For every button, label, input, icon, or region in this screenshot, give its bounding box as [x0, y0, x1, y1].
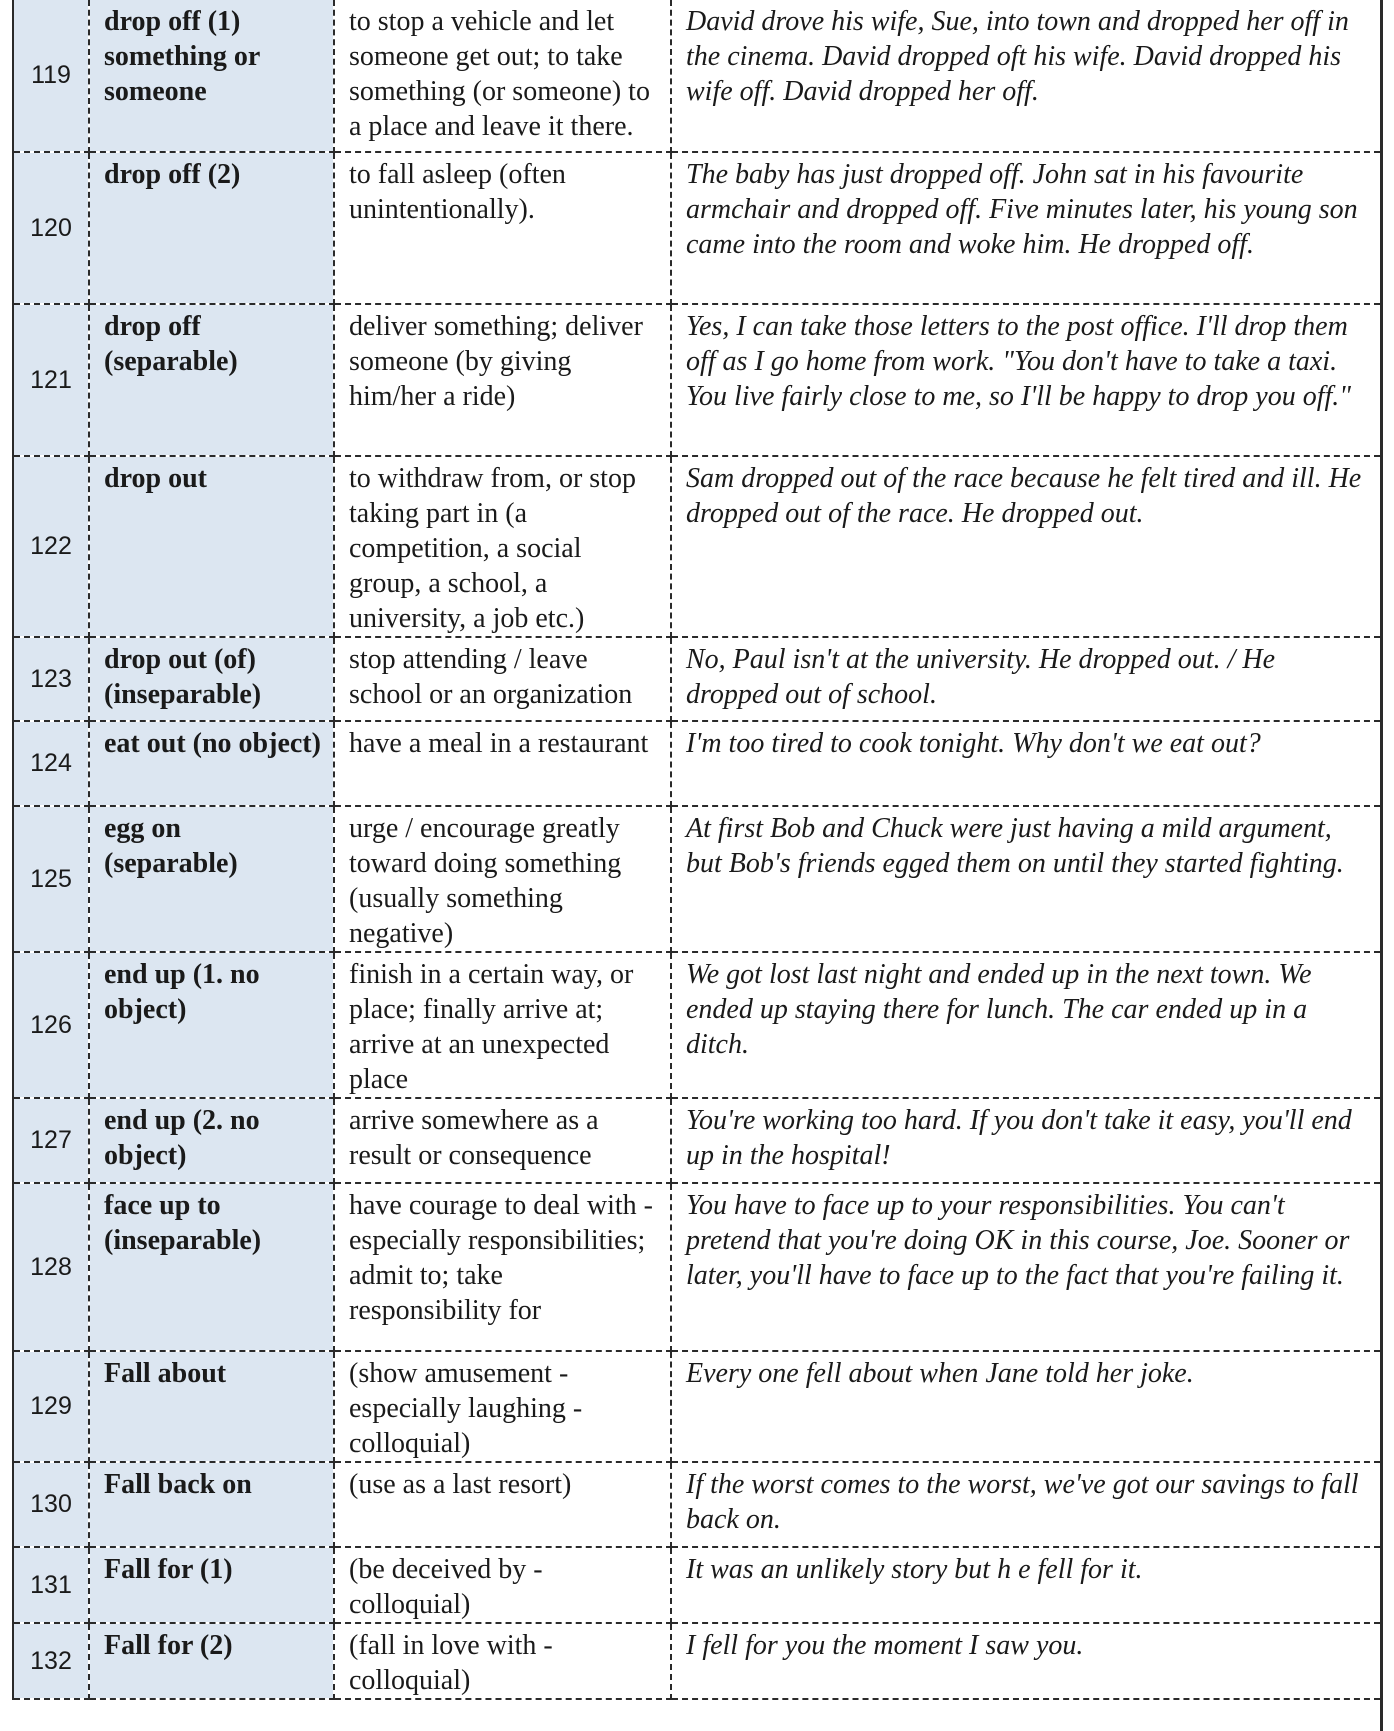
example: At first Bob and Chuck were just having a mild argument, but Bob's friends egged them on until they started fighting. — [671, 806, 1381, 952]
example: You're working too hard. If you don't take it easy, you'll end up in the hospital! — [671, 1098, 1381, 1183]
phrasal-verb: face up to (inseparable) — [89, 1183, 334, 1351]
phrasal-verb: drop off (separable) — [89, 304, 334, 456]
table-row — [13, 1547, 1381, 1623]
table-row — [13, 806, 1381, 952]
table-row — [13, 1462, 1381, 1547]
row-number: 120 — [13, 152, 89, 304]
row-number: 119 — [13, 0, 89, 152]
table-row — [13, 456, 1381, 637]
row-number: 126 — [13, 952, 89, 1098]
example: David drove his wife, Sue, into town and dropped her off in the cinema. David dropped oft his wife. David dropped his wife off. David dropped her off. — [671, 0, 1381, 152]
definition: (show amusement - especially laughing - colloquial) — [334, 1351, 671, 1462]
row-number: 127 — [13, 1098, 89, 1183]
definition: to withdraw from, or stop taking part in (a competition, a social group, a school, a university, a job etc.) — [334, 456, 671, 637]
definition: have courage to deal with - especially responsibilities; admit to; take responsibility for — [334, 1183, 671, 1351]
table-row — [13, 637, 1381, 721]
phrasal-verb: drop off (1) something or someone — [89, 0, 334, 152]
definition: to fall asleep (often unintentionally). — [334, 152, 671, 304]
phrasal-verb: drop off (2) — [89, 152, 334, 304]
phrasal-verb-table — [12, 0, 1382, 1700]
row-number: 121 — [13, 304, 89, 456]
row-number: 131 — [13, 1547, 89, 1623]
row-number: 132 — [13, 1623, 89, 1699]
row-number: 125 — [13, 806, 89, 952]
example: I fell for you the moment I saw you. — [671, 1623, 1381, 1699]
phrasal-verb: Fall about — [89, 1351, 334, 1462]
page-right-border — [1380, 0, 1383, 1731]
definition: (use as a last resort) — [334, 1462, 671, 1547]
table-row — [13, 0, 1381, 152]
phrasal-verb: drop out — [89, 456, 334, 637]
row-number: 130 — [13, 1462, 89, 1547]
row-number: 122 — [13, 456, 89, 637]
definition: stop attending / leave school or an organization — [334, 637, 671, 721]
example: It was an unlikely story but h e fell for it. — [671, 1547, 1381, 1623]
row-number: 123 — [13, 637, 89, 721]
table-row — [13, 721, 1381, 806]
phrasal-verb: Fall for (2) — [89, 1623, 334, 1699]
definition: have a meal in a restaurant — [334, 721, 671, 806]
definition: urge / encourage greatly toward doing something (usually something negative) — [334, 806, 671, 952]
example: We got lost last night and ended up in the next town. We ended up staying there for lunch. The car ended up in a ditch. — [671, 952, 1381, 1098]
phrasal-verb: egg on (separable) — [89, 806, 334, 952]
example: You have to face up to your responsibilities. You can't pretend that you're doing OK in this course, Joe. Sooner or later, you'll have to face up to the fact that you're failing it. — [671, 1183, 1381, 1351]
phrasal-verb: drop out (of) (inseparable) — [89, 637, 334, 721]
phrasal-verb: Fall back on — [89, 1462, 334, 1547]
phrasal-verb: Fall for (1) — [89, 1547, 334, 1623]
example: If the worst comes to the worst, we've got our savings to fall back on. — [671, 1462, 1381, 1547]
definition: (be deceived by - colloquial) — [334, 1547, 671, 1623]
table-row — [13, 1351, 1381, 1462]
table-row — [13, 152, 1381, 304]
row-number: 129 — [13, 1351, 89, 1462]
example: Yes, I can take those letters to the post office. I'll drop them off as I go home from work. "You don't have to take a taxi. You live fairly close to me, so I'll be happy to drop you off." — [671, 304, 1381, 456]
table-row — [13, 1098, 1381, 1183]
example: No, Paul isn't at the university. He dropped out. / He dropped out of school. — [671, 637, 1381, 721]
table-row — [13, 1183, 1381, 1351]
example: I'm too tired to cook tonight. Why don't we eat out? — [671, 721, 1381, 806]
definition: (fall in love with - colloquial) — [334, 1623, 671, 1699]
example: The baby has just dropped off. John sat in his favourite armchair and dropped off. Five minutes later, his young son came into the room and woke him. He dropped off. — [671, 152, 1381, 304]
example: Sam dropped out of the race because he felt tired and ill. He dropped out of the race. He dropped out. — [671, 456, 1381, 637]
definition: finish in a certain way, or place; finally arrive at; arrive at an unexpected place — [334, 952, 671, 1098]
table-row — [13, 304, 1381, 456]
row-number: 124 — [13, 721, 89, 806]
phrasal-verb: end up (2. no object) — [89, 1098, 334, 1183]
phrasal-verb: eat out (no object) — [89, 721, 334, 806]
definition: arrive somewhere as a result or consequence — [334, 1098, 671, 1183]
table-row — [13, 952, 1381, 1098]
definition: deliver something; deliver someone (by giving him/her a ride) — [334, 304, 671, 456]
row-number: 128 — [13, 1183, 89, 1351]
example: Every one fell about when Jane told her joke. — [671, 1351, 1381, 1462]
table-row — [13, 1623, 1381, 1699]
definition: to stop a vehicle and let someone get out; to take something (or someone) to a place and leave it there. — [334, 0, 671, 152]
phrasal-verb: end up (1. no object) — [89, 952, 334, 1098]
